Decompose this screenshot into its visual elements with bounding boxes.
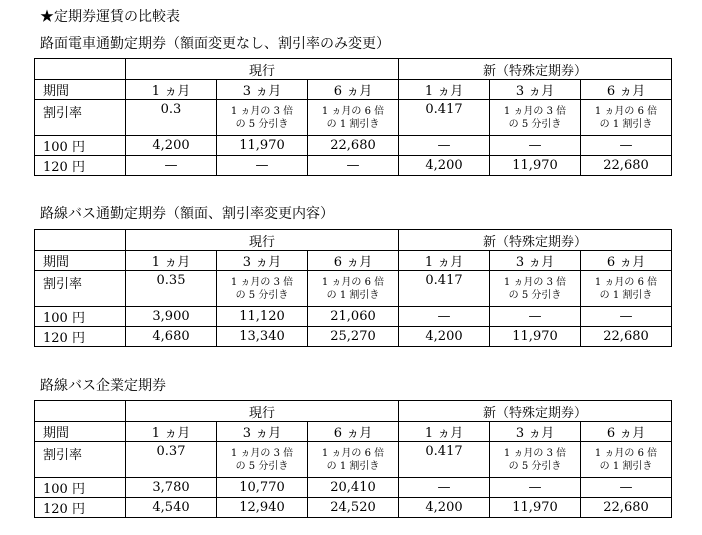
period-label: 期間: [35, 251, 126, 271]
period-current-3m: 3 ヵ月: [217, 422, 308, 442]
fare-cell: 22,680: [581, 327, 672, 347]
period-current-3m: 3 ヵ月: [217, 80, 308, 100]
fare-cell: 4,200: [399, 327, 490, 347]
rate-current-6m: 1 ヵ月の 6 倍 の 1 割引き: [321, 447, 385, 472]
fare-table-tram: [34, 58, 672, 176]
rate-label: 割引率: [35, 442, 126, 478]
fare-cell: —: [399, 478, 490, 498]
fare-cell: 13,340: [217, 327, 308, 347]
group-new-header: 新（特殊定期券）: [399, 59, 672, 80]
period-current-6m: 6 ヵ月: [308, 422, 399, 442]
rate-current-6m: 1 ヵ月の 6 倍 の 1 割引き: [321, 105, 385, 130]
fare-cell: 11,970: [490, 498, 581, 518]
fare-cell: —: [581, 307, 672, 327]
period-new-6m: 6 ヵ月: [581, 251, 672, 271]
row-label: 100 円: [35, 136, 126, 156]
rate-current-1m: 0.35: [126, 271, 217, 307]
period-new-3m: 3 ヵ月: [490, 251, 581, 271]
fare-cell: 21,060: [308, 307, 399, 327]
table-row: [35, 327, 672, 347]
fare-cell: 11,970: [490, 156, 581, 176]
fare-cell: —: [399, 136, 490, 156]
fare-cell: 22,680: [308, 136, 399, 156]
rate-new-6m: 1 ヵ月の 6 倍 の 1 割引き: [594, 105, 658, 130]
rate-label: 割引率: [35, 271, 126, 307]
group-current-header: 現行: [126, 401, 399, 422]
fare-cell: 10,770: [217, 478, 308, 498]
period-current-3m: 3 ヵ月: [217, 251, 308, 271]
corner-cell: [35, 230, 126, 251]
fare-cell: —: [490, 478, 581, 498]
fare-cell: 24,520: [308, 498, 399, 518]
rate-current-3m: 1 ヵ月の 3 倍 の 5 分引き: [230, 447, 294, 472]
section-title-bus-corporate: 路線バス企業定期券: [40, 378, 166, 394]
table-row: [35, 136, 672, 156]
fare-cell: 4,200: [399, 498, 490, 518]
fare-cell: 25,270: [308, 327, 399, 347]
section-title-tram: 路面電車通勤定期券（額面変更なし、割引率のみ変更）: [40, 36, 390, 52]
period-current-1m: 1 ヵ月: [126, 251, 217, 271]
fare-table-bus-commuter: [34, 229, 672, 347]
fare-cell: —: [581, 136, 672, 156]
period-label: 期間: [35, 422, 126, 442]
fare-cell: 3,900: [126, 307, 217, 327]
table-row: [35, 156, 672, 176]
rate-new-3m: 1 ヵ月の 3 倍 の 5 分引き: [503, 105, 567, 130]
fare-cell: 22,680: [581, 498, 672, 518]
fare-cell: 4,200: [126, 136, 217, 156]
row-label: 100 円: [35, 478, 126, 498]
period-new-1m: 1 ヵ月: [399, 80, 490, 100]
period-new-1m: 1 ヵ月: [399, 422, 490, 442]
corner-cell: [35, 401, 126, 422]
table-row: [35, 307, 672, 327]
fare-cell: 12,940: [217, 498, 308, 518]
period-current-1m: 1 ヵ月: [126, 422, 217, 442]
fare-table-bus-corporate: [34, 400, 672, 518]
rate-new-6m: 1 ヵ月の 6 倍 の 1 割引き: [594, 276, 658, 301]
rate-current-1m: 0.37: [126, 442, 217, 478]
fare-cell: 3,780: [126, 478, 217, 498]
rate-new-1m: 0.417: [399, 442, 490, 478]
period-current-6m: 6 ヵ月: [308, 251, 399, 271]
rate-new-6m: 1 ヵ月の 6 倍 の 1 割引き: [594, 447, 658, 472]
fare-cell: —: [399, 307, 490, 327]
rate-current-3m: 1 ヵ月の 3 倍 の 5 分引き: [230, 276, 294, 301]
fare-cell: 4,200: [399, 156, 490, 176]
fare-cell: —: [581, 478, 672, 498]
period-current-1m: 1 ヵ月: [126, 80, 217, 100]
rate-current-3m: 1 ヵ月の 3 倍 の 5 分引き: [230, 105, 294, 130]
period-new-1m: 1 ヵ月: [399, 251, 490, 271]
row-label: 120 円: [35, 498, 126, 518]
period-new-3m: 3 ヵ月: [490, 422, 581, 442]
rate-new-3m: 1 ヵ月の 3 倍 の 5 分引き: [503, 447, 567, 472]
page-title: ★定期券運賃の比較表: [40, 9, 180, 25]
period-current-6m: 6 ヵ月: [308, 80, 399, 100]
period-new-6m: 6 ヵ月: [581, 422, 672, 442]
table-row: [35, 498, 672, 518]
fare-cell: 11,970: [217, 136, 308, 156]
group-current-header: 現行: [126, 59, 399, 80]
rate-new-1m: 0.417: [399, 100, 490, 136]
period-label: 期間: [35, 80, 126, 100]
row-label: 120 円: [35, 327, 126, 347]
period-new-6m: 6 ヵ月: [581, 80, 672, 100]
fare-cell: 22,680: [581, 156, 672, 176]
period-new-3m: 3 ヵ月: [490, 80, 581, 100]
rate-current-6m: 1 ヵ月の 6 倍 の 1 割引き: [321, 276, 385, 301]
rate-new-1m: 0.417: [399, 271, 490, 307]
rate-new-3m: 1 ヵ月の 3 倍 の 5 分引き: [503, 276, 567, 301]
fare-cell: 4,680: [126, 327, 217, 347]
group-new-header: 新（特殊定期券）: [399, 230, 672, 251]
group-new-header: 新（特殊定期券）: [399, 401, 672, 422]
fare-cell: 4,540: [126, 498, 217, 518]
fare-cell: —: [217, 156, 308, 176]
fare-cell: —: [308, 156, 399, 176]
fare-cell: 11,120: [217, 307, 308, 327]
fare-cell: 20,410: [308, 478, 399, 498]
fare-cell: —: [490, 136, 581, 156]
rate-current-1m: 0.3: [126, 100, 217, 136]
section-title-bus-commuter: 路線バス通勤定期券（額面、割引率変更内容）: [40, 206, 334, 222]
corner-cell: [35, 59, 126, 80]
group-current-header: 現行: [126, 230, 399, 251]
rate-label: 割引率: [35, 100, 126, 136]
fare-cell: —: [490, 307, 581, 327]
fare-cell: —: [126, 156, 217, 176]
row-label: 100 円: [35, 307, 126, 327]
fare-cell: 11,970: [490, 327, 581, 347]
table-row: [35, 478, 672, 498]
row-label: 120 円: [35, 156, 126, 176]
